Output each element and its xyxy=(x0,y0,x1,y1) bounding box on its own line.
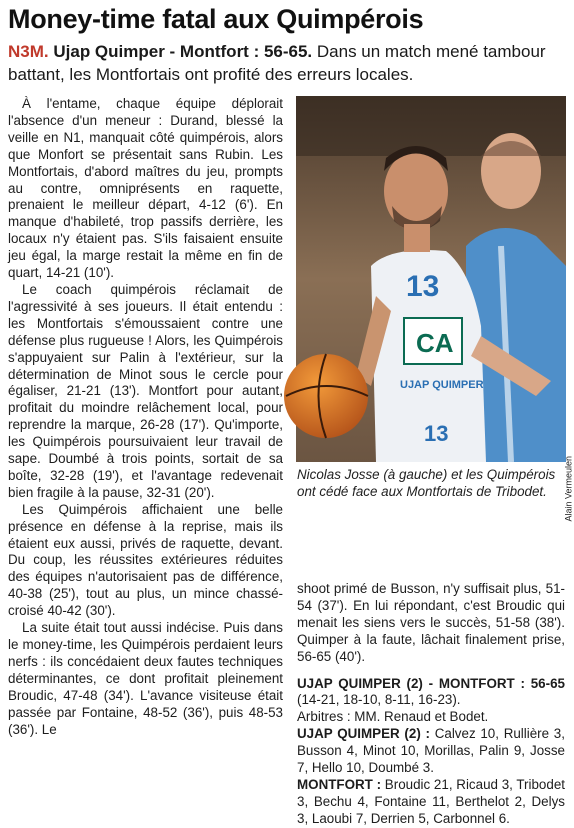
sponsor-logo: CA xyxy=(416,328,454,358)
league-tag: N3M. xyxy=(8,42,49,61)
quarter-scores: (14-21, 18-10, 8-11, 16-23). xyxy=(297,692,461,708)
team1-players: Calvez 10, Rullière 3, Busson 4, Minot 10, Morillas, Palin 9, Josse 7, Hello 10, Doumbé 3. xyxy=(297,726,565,776)
jersey-text: UJAP QUIMPER xyxy=(400,379,484,391)
paragraph: La suite était tout aussi indécise. Puis dans le money-time, les Quimpérois perdaient leurs nerfs : ils concédaient deux fautes techniques déterminantes, ce dont profitait pleinement Broudic, 47-48 (34'). L'avance visiteuse était passée par Fontaine, 48-52 (36'), puis 48-53 (36'). Le xyxy=(8,620,283,737)
paragraph: À l'entame, chaque équipe déplorait l'absence d'un meneur : Durand, blessé la veille en N1, manquait côté quimpérois, alors que Monfort se présentait sans Rubin. Les Montfortais, d'abord maîtres du jeu, prompts au contre, omniprésents en raquette, prenaient le meilleur départ, 4-12 (6'). En manque d'habileté, trop passifs derrière, les locaux n'y étaient pas. S'ils faisaient ensuite jeu égal, la marge restait la même en fin de quart, 14-21 (10'). xyxy=(8,96,283,281)
match-results xyxy=(297,676,565,828)
basketball-players-image xyxy=(296,96,566,462)
photo-caption: Nicolas Josse (à gauche) et les Quimpérois ont cédé face aux Montfortais de Tribodet. xyxy=(297,467,556,499)
team2-label: MONTFORT : xyxy=(297,776,382,792)
article-body-right xyxy=(297,581,565,828)
team1-label: UJAP QUIMPER (2) : xyxy=(297,726,430,742)
article-body-left xyxy=(8,96,283,738)
article-standfirst xyxy=(8,40,564,86)
match-title: Ujap Quimper - Montfort : 56-65. xyxy=(53,42,313,61)
team2-players: Broudic 21, Ricaud 3, Tribodet 3, Bechu 4, Fontaine 11, Berthelot 2, Delys 3, Laoubi 7, Derrien 5, Carbonnel 6. xyxy=(297,776,565,826)
shorts-number: 13 xyxy=(424,421,449,446)
standfirst-text: Dans un match mené tambour battant, les Montfortais ont profité des erreurs locales. xyxy=(8,42,546,84)
final-score: UJAP QUIMPER (2) - MONTFORT : 56-65 xyxy=(297,675,565,691)
photo-credit: Alain Vermeulen xyxy=(564,456,574,522)
paragraph: shoot primé de Busson, n'y suffisait plus, 51-54 (37'). En lui répondant, c'est Broudic qui menait les siens vers le succès, 51-58 (38'). Quimper à la faute, lâchait finalement prise, 56-65 (40'). xyxy=(297,581,565,664)
paragraph: Les Quimpérois affichaient une belle présence en défense à la reprise, mais ils étaient eux aussi, privés de raquette, devant. Du coup, les réussites extérieures réduites des équipes n'autorisaient pas de différence, 40-38 (25'), tout au plus, un mince chassé-croisé 40-42 (30'). xyxy=(8,501,283,619)
paragraph: Le coach quimpérois réclamait de l'agressivité à ses joueurs. Il était entendu : les Montfortais s'émoussaient contre une défense plus rugueuse ! Alors, les Quimpérois s'appuyaient sur Palin à l'extérieur, sur la détermination de Minot sous le cercle pour égaliser, 21-21 (13'). Montfort pour autant, profitait du moindre relâchement local, pour reprendre la marque, 26-28 (17'). Qu'importe, les Quimpérois poursuivaient leur travail de sape. Doumbé à trois points, sortait de sa boîte, 32-28 (19'), et l'avantage redevenait bien fragile à la pause, 32-31 (20'). xyxy=(8,281,283,500)
article-headline: Money-time fatal aux Quimpérois xyxy=(8,4,424,34)
referees: Arbitres : MM. Renaud et Bodet. xyxy=(297,709,489,725)
basketball xyxy=(284,354,368,438)
jersey-number: 13 xyxy=(406,270,440,303)
